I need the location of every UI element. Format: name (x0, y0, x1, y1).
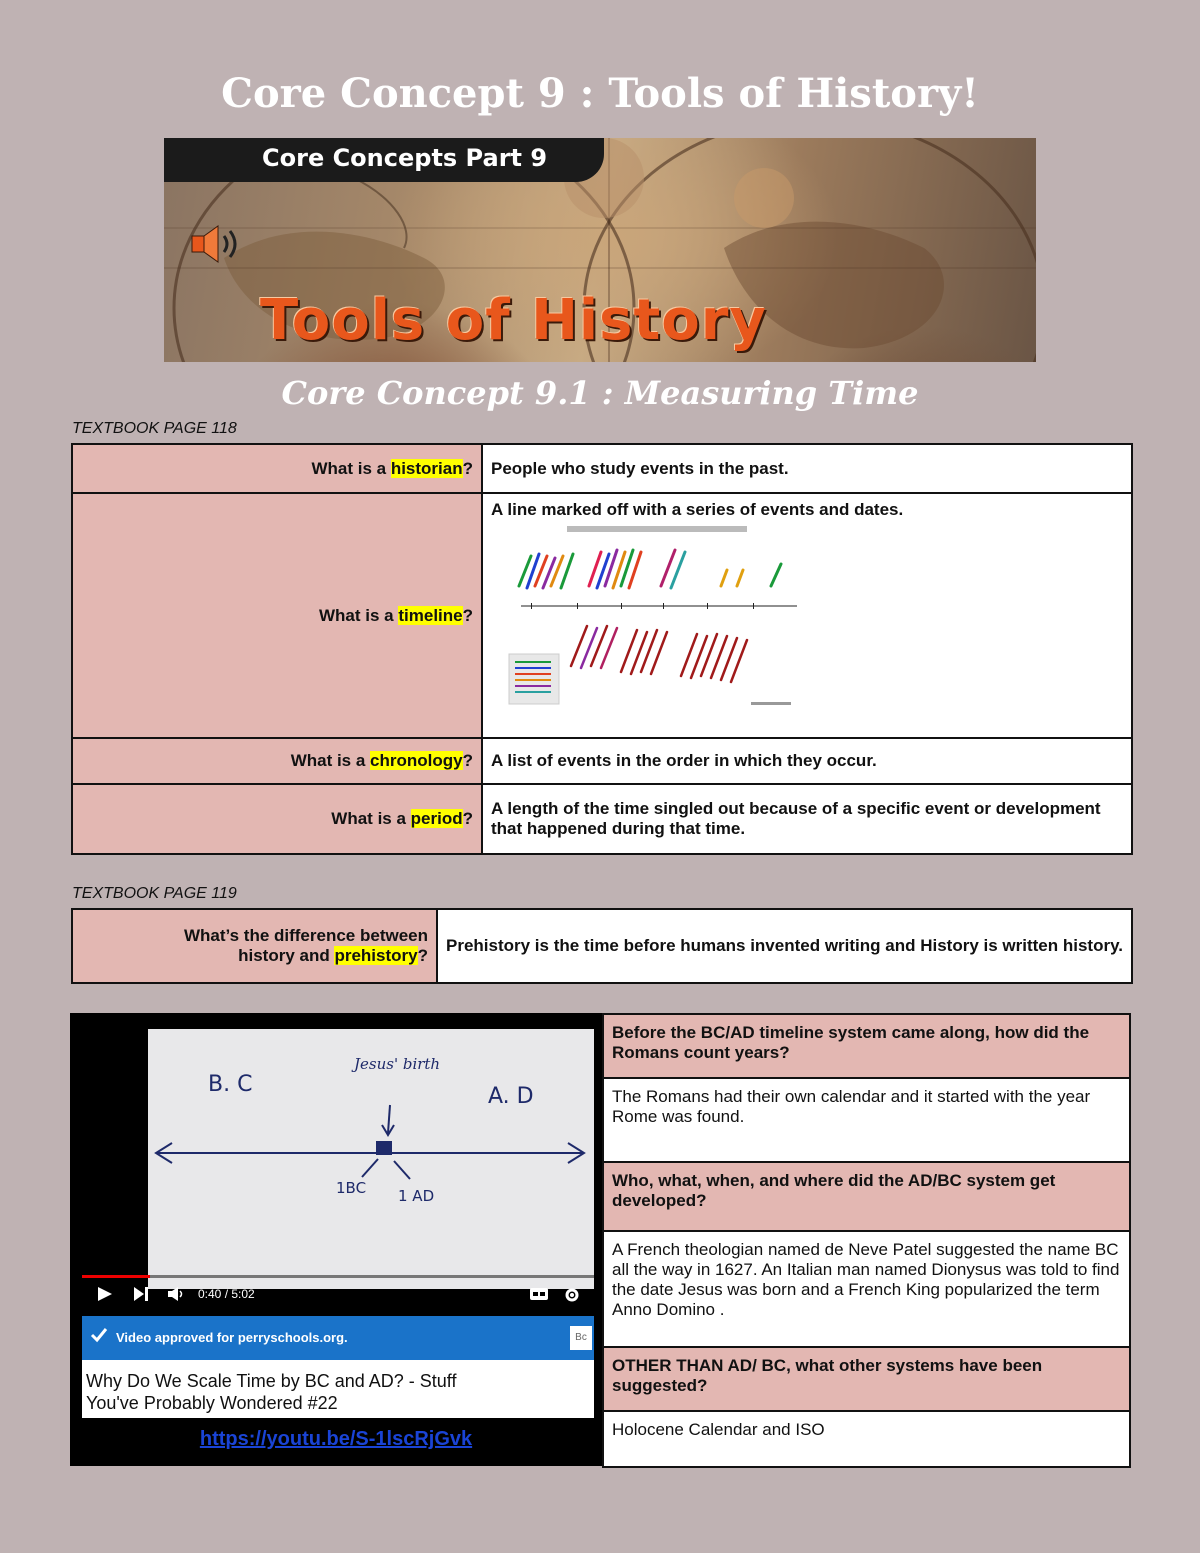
table-row (603, 1347, 1130, 1411)
video-controls[interactable] (82, 1273, 594, 1313)
table-row (72, 444, 1132, 493)
board-label-bc: B. C (208, 1072, 253, 1097)
question-cell: What is a period? (72, 784, 482, 854)
video-questions-table (602, 1013, 1131, 1468)
board-label-ad: A. D (488, 1084, 534, 1109)
approved-stub: Bc (570, 1326, 592, 1350)
answer-cell: A length of the time singled out because of a specific event or development that happened during that time. (482, 784, 1132, 854)
table-row (603, 1078, 1130, 1162)
question-cell: OTHER THAN AD/ BC, what other systems have been suggested? (603, 1347, 1130, 1411)
progress-fill (82, 1275, 150, 1278)
approved-banner (82, 1316, 594, 1360)
next-icon[interactable] (134, 1287, 148, 1301)
banner-image (164, 138, 1036, 362)
highlighted-term: chronology (370, 751, 463, 770)
board-label-1bc: 1BC (336, 1179, 367, 1197)
video-player[interactable] (70, 1013, 602, 1466)
banner-strip (164, 138, 604, 182)
question-cell: What is a timeline? (72, 493, 482, 738)
table-row (603, 1162, 1130, 1231)
textbook-page-label: TEXTBOOK PAGE 119 (72, 885, 237, 902)
highlighted-term: prehistory (334, 946, 418, 965)
timeline-chart-image (491, 526, 801, 712)
video-link[interactable]: https://youtu.be/S-1lscRjGvk (199, 1428, 473, 1450)
table-row (603, 1231, 1130, 1347)
approved-text: Video approved for perryschools.org. (116, 1330, 348, 1345)
definitions-table (71, 443, 1133, 855)
answer-cell: Holocene Calendar and ISO (603, 1411, 1130, 1467)
answer-cell: The Romans had their own calendar and it started with the year Rome was found. (603, 1078, 1130, 1162)
highlighted-term: historian (390, 458, 463, 478)
question-cell: What’s the difference between history and prehistory? (72, 909, 437, 983)
question-cell: Who, what, when, and where did the AD/BC system get developed? (603, 1162, 1130, 1231)
answer-cell: Prehistory is the time before humans invented writing and History is written history. (437, 909, 1132, 983)
highlighted-term: timeline (398, 605, 463, 625)
answer-cell: People who study events in the past. (482, 444, 1132, 493)
prehistory-table (71, 908, 1133, 984)
whiteboard-drawing (148, 1029, 594, 1289)
video-frame[interactable] (148, 1029, 594, 1289)
table-row (603, 1014, 1130, 1078)
table-row (72, 909, 1132, 983)
video-title-box (82, 1360, 594, 1418)
table-row (72, 738, 1132, 784)
play-icon[interactable] (98, 1287, 112, 1301)
video-title: Why Do We Scale Time by BC and AD? - Stuff You've Probably Wondered #22 (86, 1371, 457, 1413)
answer-cell: A French theologian named de Neve Patel suggested the name BC all the way in 1627. An Italian man named Dionysus was told to find the date Jesus was born and a French King popularized the term Anno Domino . (603, 1231, 1130, 1347)
banner-strip-text: Core Concepts Part 9 (262, 144, 548, 172)
table-row (72, 784, 1132, 854)
question-cell: What is a chronology? (72, 738, 482, 784)
textbook-page-label: TEXTBOOK PAGE 118 (72, 420, 237, 437)
table-row (603, 1411, 1130, 1467)
table-row (72, 493, 1132, 738)
banner-title: Tools of History (260, 288, 767, 353)
highlighted-term: period (410, 809, 463, 828)
question-cell: Before the BC/AD timeline system came along, how did the Romans count years? (603, 1014, 1130, 1078)
section-subtitle: Core Concept 9.1 : Measuring Time (281, 374, 919, 412)
checkmark-icon (90, 1326, 108, 1344)
settings-gear-icon[interactable] (564, 1287, 580, 1303)
time-display: 0:40 / 5:02 (198, 1287, 255, 1301)
volume-icon[interactable] (168, 1287, 184, 1301)
page-title: Core Concept 9 : Tools of History! (221, 70, 979, 117)
question-cell: What is a historian? (72, 444, 482, 493)
progress-bar[interactable] (82, 1275, 594, 1278)
answer-text: A line marked off with a series of events and dates. (491, 500, 904, 519)
board-label-1ad: 1 AD (398, 1187, 435, 1205)
answer-cell: A list of events in the order in which they occur. (482, 738, 1132, 784)
answer-cell (482, 493, 1132, 738)
board-label-birth: Jesus' birth (354, 1055, 441, 1073)
captions-icon[interactable] (530, 1287, 548, 1301)
speaker-icon[interactable] (190, 224, 246, 264)
